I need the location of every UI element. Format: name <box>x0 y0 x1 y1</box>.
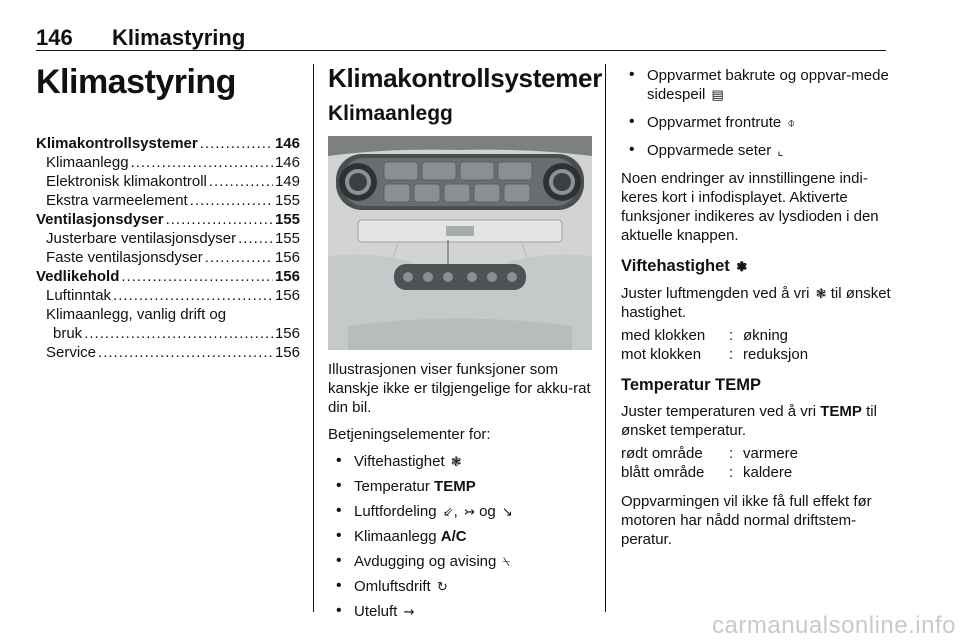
toc-entry-page: 149 <box>274 173 300 190</box>
controls-list-continued <box>621 66 891 160</box>
toc-entry[interactable] <box>36 286 300 305</box>
toc-leader-dots <box>131 153 273 172</box>
toc-entry-label: Klimakontrollsystemer <box>36 135 198 152</box>
toc-entry-label: Ekstra varmeelement <box>46 192 188 209</box>
column-divider <box>313 64 314 612</box>
list-item: • Klimaanlegg A/C <box>328 527 594 546</box>
controls-intro: Betjeningselementer for: <box>328 426 491 443</box>
heating-note: Oppvarmingen vil ikke få full effekt før motoren har nådd normal driftstem-peratur. <box>621 493 872 548</box>
temperature-text: Juster temperaturen ved å vri TEMP til ønsket temperatur. <box>621 403 877 439</box>
chapter-heading: Klimastyring <box>36 63 236 101</box>
list-item: • Avdugging og avising ⍀ <box>328 552 594 571</box>
toc-leader-dots <box>98 343 273 362</box>
heated-windscreen-icon: ⌽ <box>787 115 796 130</box>
toc-entry-page: 156 <box>274 325 300 342</box>
toc-entry-page: 156 <box>274 287 300 304</box>
chapter-title: Klimastyring <box>112 25 246 50</box>
front-defrost-icon: ⍀ <box>502 554 511 569</box>
toc-entry[interactable] <box>36 229 300 248</box>
fan-icon: ❃ <box>450 454 462 469</box>
page-number: 146 <box>36 25 73 50</box>
toc-leader-dots <box>209 172 273 191</box>
table-of-contents <box>36 134 300 362</box>
page-header <box>36 22 886 52</box>
toc-entry-label: bruk <box>53 325 83 342</box>
air-to-windscreen-icon: ⇙ <box>442 504 454 519</box>
toc-entry-page: 156 <box>274 268 300 285</box>
climate-control-illustration <box>328 136 592 350</box>
toc-entry[interactable] <box>36 248 300 267</box>
climate-panel-drawing <box>328 136 592 350</box>
toc-entry[interactable] <box>36 343 300 362</box>
list-item: • Oppvarmede seter ⌞ <box>621 141 891 160</box>
toc-entry-page: 146 <box>274 154 300 171</box>
temperature-range-table: rødt område : varmere blått område : kaldere <box>621 445 799 481</box>
toc-entry[interactable] <box>36 172 300 191</box>
header-divider <box>36 50 886 51</box>
subsection-heading: Klimaanlegg <box>328 102 453 125</box>
toc-entry-page: 155 <box>274 230 300 247</box>
toc-entry-label: Luftinntak <box>46 287 112 304</box>
list-item: • Oppvarmet bakrute og oppvar-mede sidespeil ▤ <box>621 66 891 104</box>
rear-defrost-icon: ▤ <box>711 87 724 102</box>
toc-entry[interactable] <box>36 134 300 153</box>
toc-leader-dots <box>205 248 273 267</box>
toc-entry[interactable] <box>36 267 300 286</box>
fan-icon: ❃ <box>815 286 827 301</box>
temperature-heading: Temperatur TEMP <box>621 376 761 394</box>
toc-entry-page: 155 <box>274 211 300 228</box>
list-item: • Viftehastighet ❃ <box>328 452 594 471</box>
fan-speed-heading: Viftehastighet ❃ <box>621 255 891 278</box>
outside-air-icon: ⇝ <box>403 604 415 619</box>
controls-list <box>328 452 594 621</box>
toc-leader-dots <box>113 286 273 305</box>
toc-entry-label: Vedlikehold <box>36 268 120 285</box>
toc-column <box>36 62 300 362</box>
toc-leader-dots <box>84 324 273 343</box>
heated-seat-icon: ⌞ <box>777 143 784 158</box>
fan-speed-text: Juster luftmengden ved å vri ❃ til ønsket hastighet. <box>621 285 891 321</box>
toc-entry-page: 146 <box>274 135 300 152</box>
toc-leader-dots <box>121 267 273 286</box>
toc-entry-label: Klimaanlegg, vanlig drift og <box>46 306 227 323</box>
air-to-feet-icon: ↘ <box>501 504 513 519</box>
toc-entry[interactable] <box>36 153 300 172</box>
toc-entry-label: Service <box>46 344 97 361</box>
section-heading: Klimakontrollsystemer <box>328 63 603 93</box>
toc-entry-label: Ventilasjonsdyser <box>36 211 164 228</box>
toc-entry[interactable] <box>36 324 300 343</box>
recirculation-icon: ↻ <box>436 579 448 594</box>
toc-entry-label: Faste ventilasjonsdyser <box>46 249 203 266</box>
list-item: • Uteluft ⇝ <box>328 602 594 621</box>
list-item: • Omluftsdrift ↻ <box>328 577 594 596</box>
watermark: carmanualsonline.info <box>712 612 956 639</box>
content-column-1 <box>328 62 603 627</box>
column-divider <box>605 64 606 612</box>
toc-entry[interactable] <box>36 210 300 229</box>
air-to-face-icon: ↣ <box>463 504 475 519</box>
toc-leader-dots <box>190 191 273 210</box>
list-item: • Temperatur TEMP <box>328 477 594 496</box>
toc-entry-page: 155 <box>274 192 300 209</box>
content-column-2 <box>621 66 891 557</box>
fan-direction-table: med klokken : økning mot klokken : reduksjon <box>621 327 809 363</box>
list-item: • Luftfordeling ⇙, ↣ og ↘ <box>328 502 594 521</box>
toc-entry-label: Elektronisk klimakontroll <box>46 173 207 190</box>
toc-entry-page: 156 <box>274 344 300 361</box>
toc-entry[interactable] <box>36 305 300 324</box>
temp-label: TEMP <box>434 478 476 495</box>
toc-entry-label: Klimaanlegg <box>46 154 129 171</box>
list-item: • Oppvarmet frontrute ⌽ <box>621 113 891 132</box>
ac-label: A/C <box>440 528 467 545</box>
toc-entry[interactable] <box>36 191 300 210</box>
toc-leader-dots <box>166 210 273 229</box>
fan-icon: ❃ <box>736 259 748 274</box>
settings-note: Noen endringer av innstillingene indi-keres kort i infodisplayet. Aktiverte funksjoner indikeres av lysdioden i den aktuelle knappen. <box>621 170 879 244</box>
toc-entry-page: 156 <box>274 249 300 266</box>
toc-entry-label: Justerbare ventilasjonsdyser <box>46 230 237 247</box>
figure-caption: Illustrasjonen viser funksjoner som kanskje ikke er tilgjengelige for akku-rat din bil. <box>328 361 591 416</box>
toc-leader-dots <box>238 229 273 248</box>
toc-leader-dots <box>200 134 273 153</box>
